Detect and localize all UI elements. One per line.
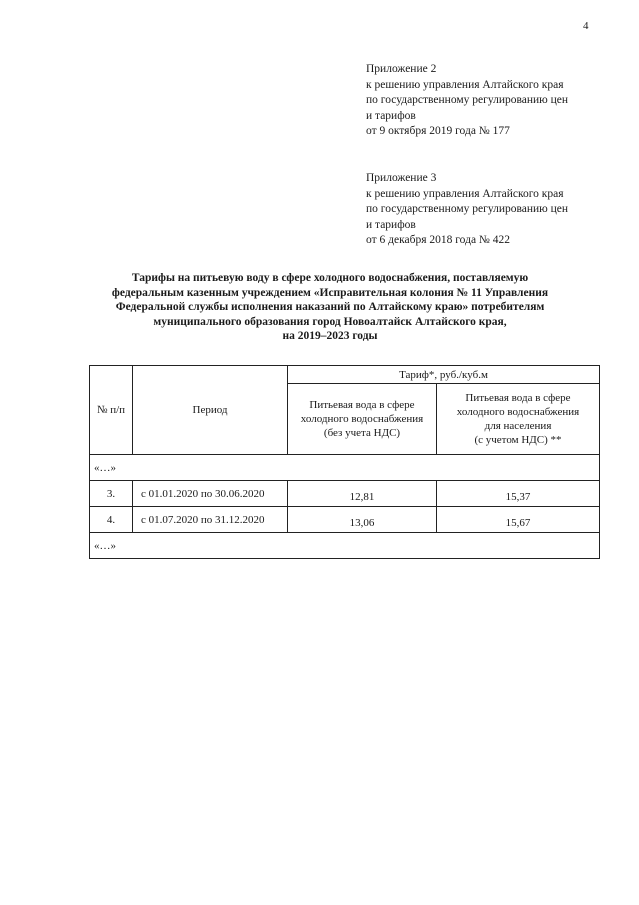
title-line: федеральным казенным учреждением «Исправительная колония № 11 Управления (111, 286, 549, 299)
header-num: № п/п (90, 366, 133, 455)
header-tariff-population (437, 384, 600, 455)
ellipsis-cell: «…» (90, 533, 600, 559)
appendix-title: Приложение 2 (366, 63, 437, 75)
header-period: Период (133, 366, 288, 455)
appendix-title: Приложение 3 (366, 172, 437, 184)
row-tariff-no-vat: 12,81 (288, 481, 437, 507)
title-line: Федеральной службы исполнения наказаний по Алтайскому краю» потребителям (115, 301, 545, 313)
appendix-date-line: от 9 октября 2019 года № 177 (366, 125, 510, 137)
header-line: (с учетом НДС) ** (474, 434, 562, 446)
appendix-line: по государственному регулированию цен (366, 94, 569, 106)
row-tariff-no-vat: 13,06 (288, 507, 437, 533)
header-line: Питьевая вода в сфере (309, 399, 415, 411)
row-num: 3. (90, 481, 133, 507)
row-tariff-population-vat: 15,37 (437, 481, 600, 507)
row-tariff-population-vat: 15,67 (437, 507, 600, 533)
header-line: (без учета НДС) (323, 427, 401, 439)
page-number: 4 (583, 20, 589, 32)
header-line: холодного водоснабжения (300, 413, 424, 425)
table-header-row (90, 366, 600, 384)
row-num: 4. (90, 507, 133, 533)
ellipsis-cell: «…» (90, 455, 600, 481)
appendix-3-header (366, 171, 568, 249)
appendix-line: к решению управления Алтайского края (366, 78, 564, 91)
appendix-line: и тарифов (366, 218, 416, 231)
title-line: на 2019–2023 годы (282, 330, 378, 342)
header-line: для населения (484, 420, 552, 432)
header-line: Питьевая вода в сфере (465, 392, 571, 404)
row-period: с 01.01.2020 по 30.06.2020 (133, 481, 288, 507)
document-title (80, 271, 580, 344)
title-line: Тарифы на питьевую воду в сфере холодного водоснабжения, поставляемую (131, 272, 529, 284)
table-row-ellipsis (90, 455, 600, 481)
row-period: с 01.07.2020 по 31.12.2020 (133, 507, 288, 533)
table-row-ellipsis (90, 533, 600, 559)
header-line: холодного водоснабжения (456, 406, 580, 418)
header-tariff-no-vat (288, 384, 437, 455)
tariff-table (89, 365, 600, 559)
table-row (90, 481, 600, 507)
table-row (90, 507, 600, 533)
appendix-2-header (366, 62, 568, 140)
appendix-line: по государственному регулированию цен (366, 203, 569, 215)
appendix-line: к решению управления Алтайского края (366, 187, 564, 200)
title-line: муниципального образования город Новоалтайск Алтайского края, (153, 315, 507, 328)
header-tariff-group: Тариф*, руб./куб.м (288, 366, 600, 384)
appendix-line: и тарифов (366, 109, 416, 122)
appendix-date-line: от 6 декабря 2018 года № 422 (366, 234, 511, 246)
